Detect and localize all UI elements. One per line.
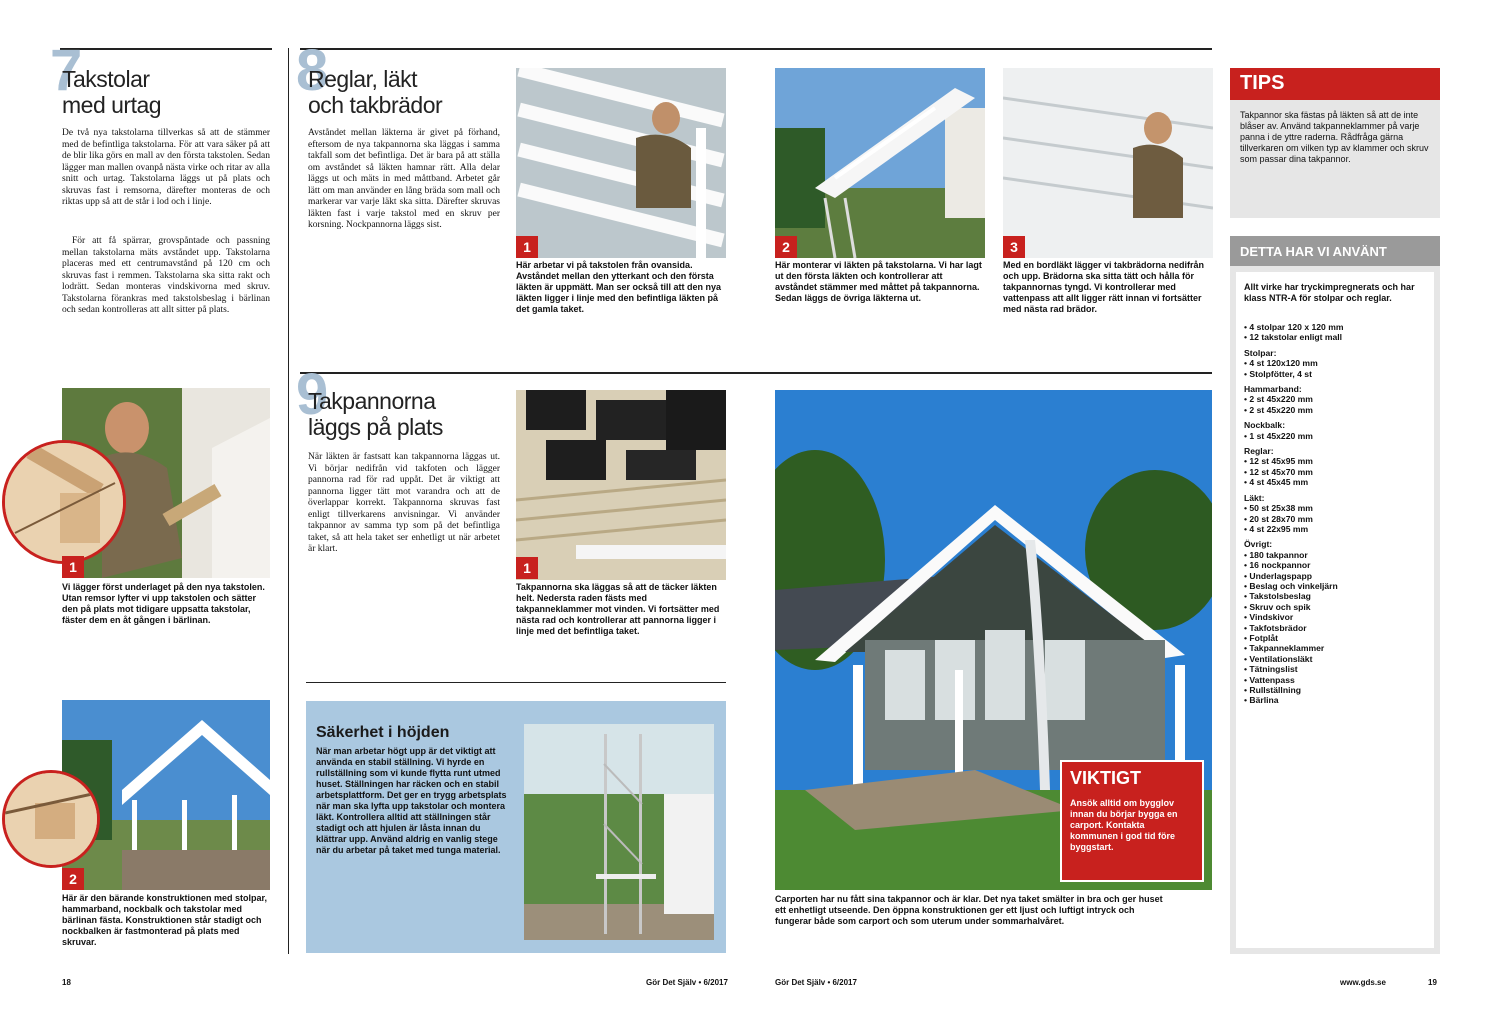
section-title-7-line1: Takstolar [62,66,150,92]
materials-item: • 2 st 45x220 mm [1244,404,1313,415]
section-body-8: Avståndet mellan läkterna är givet på förhand, eftersom de nya takpannorna ska läggas i samma takfall som det befintliga. Det är bara på att ställa om avståndet så läkten hamnar rätt. Alla delar läggs ut och mäts in med måttband. Arbetet går lätt om man använder en lång bräda som mall och markerar var varje läkt ska sitta. Därefter skruvas läkten fast i varje takstol med en skruv per korsning. Nockpannorna läggs sist. [308,128,500,230]
materials-item: • 4 st 22x95 mm [1244,523,1309,534]
safety-rule [306,682,726,683]
safety-title: Säkerhet i höjden [316,724,450,741]
materials-item: • 12 st 45x95 mm [1244,456,1313,467]
materials-item: • Tätningslist [1244,664,1298,675]
photo-step-9-1 [516,390,726,580]
section-title-8-line2: och takbrädor [308,92,443,118]
section-body-7b: För att få spärrar, grovspåntade och passning mellan takstolarna mäts avståndet upp. Takstolarna placeras med ett centrumavstånd på 120 cm och skruvas fast i remmen. Takstolarna ska sitta rakt och lodrätt. Sedan monteras vindskivorna med skruv. Takstolarna förankras med takstolsbeslag i bärlinan och sedan kontrolleras att allt sitter på plats. [62,236,270,315]
tips-title: TIPS [1240,72,1285,94]
materials-item: • 4 st 120x120 mm [1244,358,1318,369]
safety-body: När man arbetar högt upp är det viktigt att använda en stabil ställning. Vi hyrde en rullställning som vi kunde flytta runt utmed huset. Ställningen har räcken och en stabil arbetsplattform. Det ger en trygg arbetsplats när man ska lyfta upp takstolar och montera läkt. Kontrollera alltid att ställningen står stadigt och att hjulen är låsta innan du klättrar upp. Använd aldrig en vanlig stege när du arbetar på taket med tunga material. [316,746,507,855]
column-divider [288,48,289,954]
materials-item: • 12 st 45x70 mm [1244,466,1313,477]
materials-intro: Allt virke har tryckimpregnerats och har klass NTR-A för stolpar och reglar. [1244,282,1415,303]
folio-right-center: Gör Det Själv • 6/2017 [775,978,857,987]
caption-step-9-1: Takpannorna ska läggas så att de täcker läkten helt. Nedersta raden fästs med takpanneklammer mot vinden. Vi fortsätter med nästa rad och kontrollerar att pannorna ligger i linje med det befintliga taket. [516,582,720,636]
materials-item: • 4 stolpar 120 x 120 mm [1244,322,1344,332]
caption-step-1: Här arbetar vi på takstolen från ovansida. Avståndet mellan den ytterkant och den första läkten är uppmätt. Man ser också till att den nya läkten ligger i linje med den befintliga läkten på det gamla taket. [516,260,722,314]
viktigt-title: VIKTIGT [1070,768,1141,788]
materials-group-heading: Läkt: [1244,492,1265,503]
materials-item: • Skruv och spik [1244,601,1311,612]
materials-item: • Takpanneklammer [1244,643,1325,654]
mid-rule [300,372,1212,374]
section-title-9-line1: Takpannorna [308,388,436,414]
materials-list [1244,322,1426,942]
section-body-7: De två nya takstolarna tillverkas så att de stämmer med de befintliga takstolarna. För att vara säker på att de blir lika görs en mall av den första takstolen. Sedan lägger man mallen ovanpå nästa virke och ritar av alla snitt och urtag. Takstolarna läggs ut på plats och skruvas fast i remsorna, därefter monteras de och riktas upp så att de står i lod och i linje. [62,128,270,207]
materials-items [1244,322,1426,706]
folio-left-center: Gör Det Själv • 6/2017 [646,978,728,987]
detail-circle-2 [2,770,100,868]
materials-item: • Bärlina [1244,695,1279,706]
caption-left-2: Här är den bärande konstruktionen med stolpar, hammarband, nockbalk och takstolar med bärlinan fästa. Konstruktionen står stadigt och nockbalken är fastmonterad på plats med skruvar. [62,893,268,947]
materials-item: • 20 st 28x70 mm [1244,513,1313,524]
materials-item: • 16 nockpannor [1244,560,1311,571]
materials-item: • Stolpfötter, 4 st [1244,368,1312,379]
caption-left-1: Vi lägger först underlaget på den nya takstolen. Utan remsor lyfter vi upp takstolen och sätter den på plats mot tidigare uppsatta takstolar, fäster dem en åt gången i bärlinan. [62,582,265,625]
folio-right-url: www.gds.se [1340,978,1386,987]
section-title-8-line1: Reglar, läkt [308,66,418,92]
section-number-8: 8 [296,38,329,103]
step-badge-8-2: 2 [775,236,797,258]
tips-body: Takpannor ska fästas på läkten så att de inte blåser av. Använd takpanneklammer på varje panna i de yttre raderna. Rådfråga gärna tillverkaren om vilken typ av klammer och skruv som passar dina takpannor. [1240,110,1429,164]
viktigt-body: Ansök alltid om bygglov innan du börjar bygga en carport. Kontakta kommunen i god tid före byggstart. [1070,798,1178,852]
photo-step-2 [775,68,985,258]
page-number-left: 18 [62,978,71,987]
materials-item: • Underlagspapp [1244,570,1312,581]
materials-group-heading: Reglar: [1244,446,1274,457]
photo-step-3 [1003,68,1213,258]
materials-group-heading: Stolpar: [1244,347,1277,358]
materials-item: • Beslag och vinkeljärn [1244,580,1338,591]
materials-title: DETTA HAR VI ANVÄNT [1240,244,1387,259]
step-badge-left-1: 1 [62,556,84,578]
section-body-9: När läkten är fastsatt kan takpannorna läggas ut. Vi börjar nedifrån vid takfoten och lägger pannorna rad för rad uppåt. Det är viktigt att pannorna ligger tätt mot varandra och att de överlappar korrekt. Takpannorna skruvas fast enligt tillverkarens anvisningar. Vi använder takpannor av samma typ som på det befintliga taket, så att hela taket ser enhetligt ut när arbetet är klart. [308,452,500,554]
caption-step-2: Här monterar vi läkten på takstolarna. Vi har lagt ut den första läkten och kontrollerar att avståndet stämmer med måttet på takpannorna. Sedan läggs de övriga läkterna ut. [775,260,982,303]
materials-item: • 50 st 25x38 mm [1244,503,1313,514]
section-number-7: 7 [50,38,83,103]
photo-step-1 [516,68,726,258]
materials-group-heading: Nockbalk: [1244,420,1286,431]
materials-item: • Ventilationsläkt [1244,653,1313,664]
materials-group-heading: Övrigt: [1244,539,1273,550]
photo-scaffold [524,724,714,940]
section-number-9: 9 [296,362,329,427]
materials-item: • Takfotsbrädor [1244,622,1307,633]
caption-step-3: Med en bordläkt lägger vi takbrädorna nedifrån och upp. Brädorna ska sitta tätt och hålla för takpannornas tyngd. Vi kontrollerar med vattenpass att allt ligger rätt innan vi fortsätter med nästa rad brädor. [1003,260,1205,314]
step-badge-8-1: 1 [516,236,538,258]
materials-item: • Fotplåt [1244,632,1279,643]
materials-item: • Vattenpass [1244,674,1295,685]
step-badge-9-1: 1 [516,557,538,579]
materials-item: • Takstolsbeslag [1244,591,1311,602]
materials-item: • 4 st 45x45 mm [1244,477,1309,488]
step-badge-8-3: 3 [1003,236,1025,258]
materials-group-heading: Hammarband: [1244,384,1302,395]
materials-item: • 180 takpannor [1244,549,1308,560]
materials-item: • 12 takstolar enligt mall [1244,332,1343,343]
detail-circle-1 [2,440,126,564]
materials-item: • Rullställning [1244,685,1301,695]
section-title-9-line2: läggs på plats [308,414,443,440]
step-badge-left-2: 2 [62,868,84,890]
materials-item: • Vindskivor [1244,612,1294,623]
materials-item: • 1 st 45x220 mm [1244,430,1313,441]
materials-item: • 2 st 45x220 mm [1244,394,1313,405]
caption-main-photo: Carporten har nu fått sina takpannor och är klar. Det nya taket smälter in bra och ger huset ett enhetligt utseende. Den öppna konstruktionen ger ett ljust och luftigt intryck och fungerar både som carport och som uterum under sommarhalvåret. [775,894,1163,926]
page-number-right: 19 [1428,978,1437,987]
top-rule-left [60,48,272,50]
section-title-7-line2: med urtag [62,92,162,118]
top-rule-middle [300,48,1212,50]
